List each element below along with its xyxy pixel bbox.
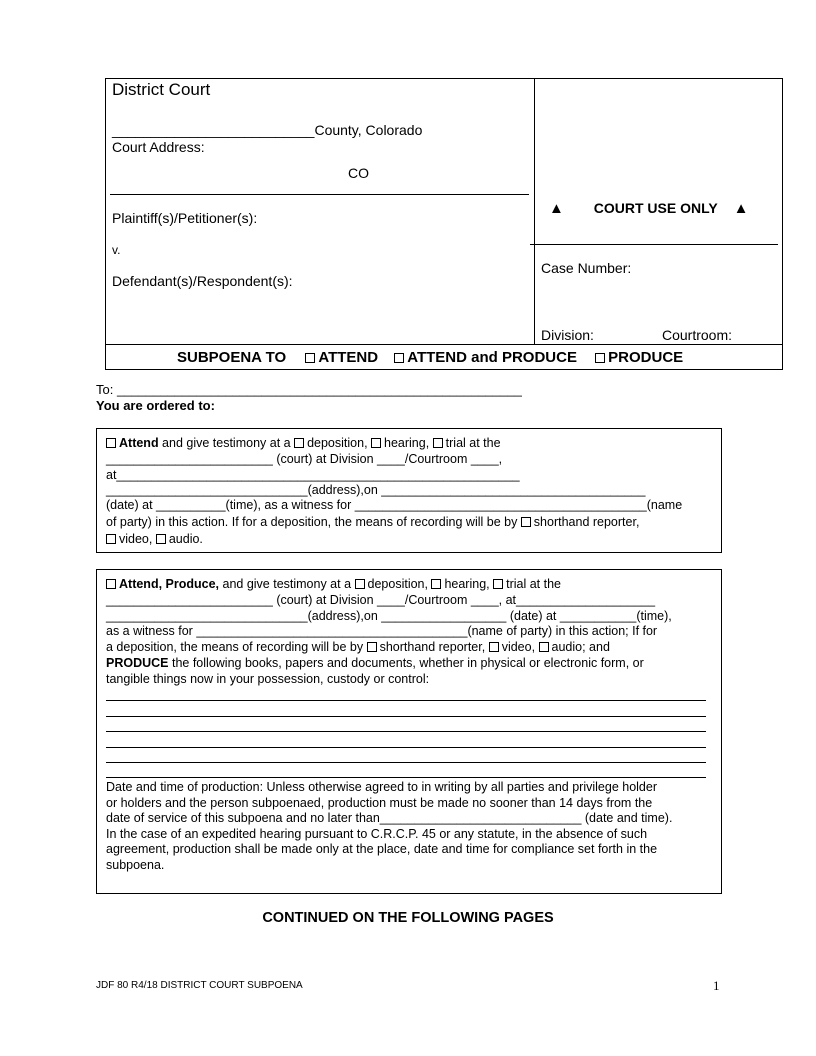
attend-produce-bold-label: Attend, Produce, — [119, 577, 220, 591]
courtroom-label: Courtroom: — [662, 327, 733, 343]
deposition-checkbox[interactable] — [355, 579, 365, 589]
attend-section-checkbox[interactable] — [106, 438, 116, 448]
shorthand-checkbox[interactable] — [521, 517, 531, 527]
hearing-checkbox[interactable] — [371, 438, 381, 448]
audio-checkbox[interactable] — [156, 534, 166, 544]
document-blank-line[interactable] — [106, 731, 706, 732]
audio-label: audio. — [168, 532, 203, 546]
court-name: District Court — [112, 80, 211, 99]
recording-text: of party) in this action. If for a deposition, the means of recording will be by — [106, 515, 521, 529]
plaintiff-label: Plaintiff(s)/Petitioner(s): — [112, 210, 258, 226]
county-line — [112, 122, 422, 138]
deposition-label: deposition, — [367, 577, 432, 591]
attend-produce-option-label: ATTEND and PRODUCE — [407, 349, 577, 366]
court-use-only-label: COURT USE ONLY — [593, 200, 718, 216]
to-line[interactable]: To: ________________________________________________________ — [96, 382, 522, 397]
produce-line-5 — [106, 639, 610, 655]
produce-line-4[interactable]: as a witness for _______________________________________(name of party) in this action; If for — [106, 624, 658, 638]
attend-produce-checkbox[interactable] — [394, 353, 404, 363]
deposition-label: deposition, — [307, 436, 372, 450]
ordered-label: You are ordered to: — [96, 398, 215, 413]
attend-bold-label: Attend — [119, 436, 159, 450]
attend-line-1 — [106, 435, 501, 451]
attend-option-label: ATTEND — [318, 349, 379, 366]
division-label: Division: — [541, 327, 594, 343]
produce-line-7: tangible things now in your possession, custody or control: — [106, 672, 430, 686]
trial-checkbox[interactable] — [433, 438, 443, 448]
trial-label: trial at the — [445, 436, 501, 450]
attend-checkbox[interactable] — [305, 353, 315, 363]
continued-notice: CONTINUED ON THE FOLLOWING PAGES — [262, 910, 554, 926]
hearing-label: hearing, — [444, 577, 494, 591]
production-line-3[interactable]: date of service of this subpoena and no later than_____________________________ (date and time). — [106, 811, 673, 825]
hearing-label: hearing, — [384, 436, 433, 450]
audio-checkbox[interactable] — [539, 642, 549, 652]
production-line-1: Date and time of production: Unless otherwise agreed to in writing by all parties and privilege holder — [106, 780, 657, 794]
triangle-up-icon: ▲ — [733, 200, 749, 217]
deposition-checkbox[interactable] — [294, 438, 304, 448]
triangle-up-icon: ▲ — [549, 200, 564, 217]
attend-line-6 — [106, 514, 639, 530]
county-blank[interactable]: __________________________ — [112, 122, 315, 138]
document-blank-line[interactable] — [106, 747, 706, 748]
produce-bold-label: PRODUCE — [106, 656, 169, 670]
recording-text: a deposition, the means of recording will be by — [106, 640, 367, 654]
attend-line-4[interactable]: _____________________________(address),on ______________________________________ — [106, 483, 646, 497]
document-blank-line[interactable] — [106, 716, 706, 717]
document-blank-line[interactable] — [106, 777, 706, 778]
court-use-divider — [530, 244, 778, 245]
attend-line-7 — [106, 531, 203, 547]
video-label: video, — [119, 532, 156, 546]
state-label: CO — [348, 165, 369, 181]
shorthand-checkbox[interactable] — [367, 642, 377, 652]
video-label: video, — [501, 640, 539, 654]
attend-line-2[interactable]: ________________________ (court) at Division ____/Courtroom ____, — [106, 452, 503, 466]
production-line-6: subpoena. — [106, 858, 165, 872]
video-checkbox[interactable] — [106, 534, 116, 544]
produce-option-label: PRODUCE — [608, 349, 684, 366]
shorthand-label: shorthand reporter, — [379, 640, 489, 654]
case-number-label: Case Number: — [541, 260, 632, 276]
title-prefix: SUBPOENA TO — [177, 349, 287, 366]
produce-line-1 — [106, 576, 561, 592]
produce-line-3[interactable]: _____________________________(address),on __________________ (date) at ___________(time), — [106, 609, 672, 623]
court-address-label: Court Address: — [112, 139, 205, 155]
produce-line-2[interactable]: ________________________ (court) at Division ____/Courtroom ____, at____________________ — [106, 593, 656, 607]
attend-line-3[interactable]: at__________________________________________________________ — [106, 468, 520, 482]
form-id: JDF 80 R4/18 DISTRICT COURT SUBPOENA — [96, 980, 303, 991]
produce-checkbox[interactable] — [595, 353, 605, 363]
caption-vertical-divider — [534, 78, 535, 344]
trial-checkbox[interactable] — [493, 579, 503, 589]
defendant-label: Defendant(s)/Respondent(s): — [112, 273, 293, 289]
produce-line-6 — [106, 655, 644, 671]
page-number: 1 — [713, 978, 720, 993]
production-line-5: agreement, production shall be made only at the place, date and time for compliance set forth in the — [106, 842, 658, 856]
document-blank-line[interactable] — [106, 762, 706, 763]
versus-label: v. — [112, 243, 121, 257]
court-use-only — [549, 200, 779, 217]
audio-label: audio; and — [551, 640, 610, 654]
caption-title-divider — [105, 344, 783, 345]
produce-description: the following books, papers and documents, whether in physical or electronic form, or — [168, 656, 644, 670]
produce-section-checkbox[interactable] — [106, 579, 116, 589]
address-underline — [110, 194, 529, 195]
shorthand-label: shorthand reporter, — [533, 515, 640, 529]
subpoena-title — [177, 349, 683, 366]
production-line-2: or holders and the person subpoenaed, production must be made no sooner than 14 days from the — [106, 796, 653, 810]
document-blank-line[interactable] — [106, 700, 706, 701]
attend-line-5[interactable]: (date) at __________(time), as a witness for __________________________________________(name — [106, 498, 683, 512]
production-line-4: In the case of an expedited hearing pursuant to C.R.C.P. 45 or any statute, in the absence of such — [106, 827, 648, 841]
trial-label: trial at the — [506, 577, 561, 591]
produce-text: and give testimony at a — [219, 577, 355, 591]
attend-text: and give testimony at a — [158, 436, 295, 450]
hearing-checkbox[interactable] — [431, 579, 441, 589]
county-suffix: County, Colorado — [314, 122, 423, 138]
video-checkbox[interactable] — [489, 642, 499, 652]
